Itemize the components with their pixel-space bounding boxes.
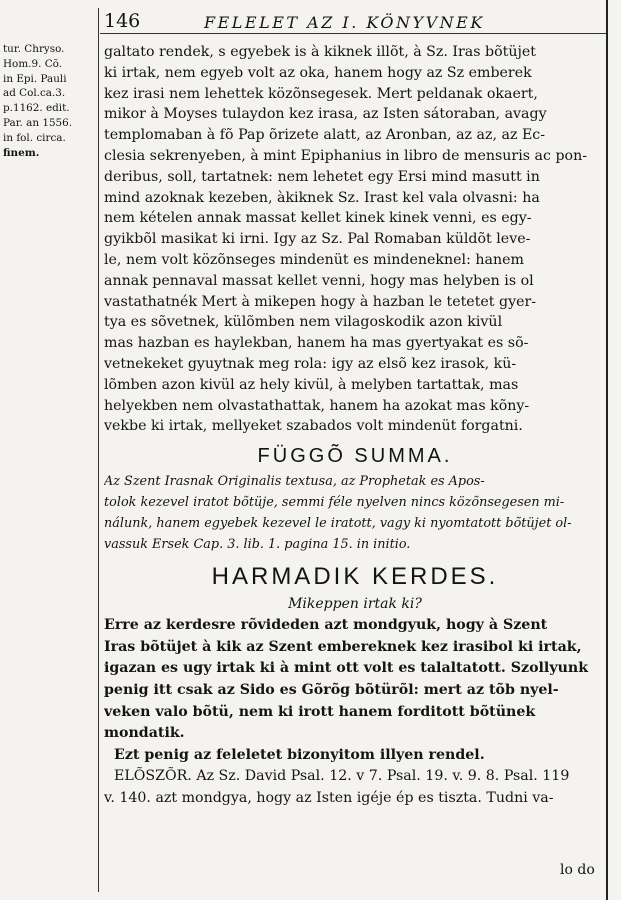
- page-header: [100, 6, 606, 34]
- margin-note-line: Hom.9. Cõ.: [3, 57, 63, 70]
- text-line: templomaban à fõ Pap õrizete alatt, az Aronban, az az, az Ec-: [104, 127, 546, 144]
- text-line: gyikbõl masikat ki irni. Igy az Sz. Pal Romaban küldõt leve-: [104, 231, 531, 248]
- body-paragraph: [104, 42, 606, 437]
- text-line: le, nem volt közõnseges mindenüt es mindeneknel: hanem: [104, 251, 524, 268]
- text-line: galtato rendek, s egyebek is à kiknek illõt, à Sz. Iras bõtüjet: [104, 44, 536, 60]
- chapter-heading: HARMADIK KERDES.: [211, 563, 499, 591]
- text-line: clesia sekrenyeben, à mint Epiphanius in libro de mensuris ac pon-: [104, 147, 588, 164]
- text-line: deribus, soll, tartatnek: nem lehetet egy Ersi mind masutt in: [104, 168, 540, 185]
- margin-rule: [98, 8, 99, 892]
- summary-line: nálunk, hanem egyebek kezevel le iratott, vagy ki nyomtatott bõtüjet ol-: [104, 516, 572, 532]
- text-line: annak pennaval massat kellet venni, hogy mas helyben is ol: [104, 272, 534, 289]
- text-line: vastathatnék Mert à mikepen hogy à hazban le tetetet gyer-: [104, 293, 537, 310]
- running-title: FELELET AZ I. KÖNYVNEK: [204, 13, 485, 32]
- text-line: vetnekeket gyuytnak meg rola: igy az elsõ kez irasok, kü-: [104, 355, 517, 372]
- text-line: tya es sõvetnek, külõmben nem vilagoskodik azon kivül: [104, 314, 503, 331]
- text-line: Iras bõtüjet à kik az Szent embereknek kez irasibol ki irtak,: [104, 638, 582, 655]
- text-line: igazan es ugy irtak ki à mint ott volt es talaltatott. Szollyunk: [104, 660, 589, 677]
- summary-paragraph: [104, 471, 606, 555]
- margin-note-line: ad Col.ca.3.: [3, 87, 66, 100]
- text-line: mikor à Moyses tulaydon kez irasa, az Isten sátoraban, avagy: [104, 106, 547, 123]
- text-line: mondatik.: [104, 725, 185, 742]
- subheading: Mikeppen irtak ki?: [288, 596, 422, 613]
- header-rule: [100, 33, 606, 34]
- text-line: lõmben azon kivül az hely kivül, à melyben tartattak, mas: [104, 376, 519, 393]
- text-line: v. 140. azt mondgya, hogy az Isten igéje ép es tiszta. Tudni va-: [104, 789, 554, 806]
- margin-note-line: tur. Chryso.: [3, 43, 65, 55]
- text-line: penig itt csak az Sido es Gõrõg bõtürõl: mert az tõb nyel-: [104, 681, 559, 698]
- main-text: [104, 42, 606, 809]
- text-line: Erre az kerdesre rõvideden azt mondgyuk, hogy à Szent: [104, 617, 548, 634]
- text-line: kez irasi nem lehettek közõnsegesek. Mert peldanak okaert,: [104, 85, 538, 102]
- text-line: ELÕSZÕR. Az Sz. David Psal. 12. v 7. Psal. 19. v. 9. 8. Psal. 119: [114, 768, 570, 785]
- gutter-rule: [606, 0, 608, 900]
- margin-note-line: in Epi. Pauli: [3, 72, 67, 85]
- margin-note-line: p.1162. edit.: [3, 102, 70, 115]
- text-line: helyekben nem olvastathattak, hanem ha azokat mas kõny-: [104, 397, 530, 414]
- catchword: lo do: [560, 862, 595, 878]
- margin-note: [3, 42, 95, 160]
- summary-line: vassuk Ersek Cap. 3. lib. 1. pagina 15. in initio.: [104, 537, 411, 553]
- margin-note-line: finem.: [3, 146, 40, 159]
- answer-paragraph: [104, 615, 606, 809]
- text-line: nem kételen annak massat kellet kinek kinek venni, es egy-: [104, 210, 532, 227]
- page-number: 146: [104, 10, 141, 32]
- margin-note-line: in fol. circa.: [3, 131, 66, 144]
- text-line: vekbe ki irtak, mellyeket szabados volt mindenüt forgatni.: [104, 418, 523, 435]
- text-line: veken valo bõtü, nem ki irott hanem forditott bõtünek: [104, 703, 536, 720]
- text-line: Ezt penig az feleletet bizonyitom illyen rendel.: [114, 746, 485, 763]
- text-line: mind azoknak kezeben, àkiknek Sz. Irast kel vala olvasni: ha: [104, 189, 540, 206]
- section-heading: FÜGGÕ SUMMA.: [257, 445, 453, 468]
- text-line: mas hazban es haylekban, hanem ha mas gyertyakat es sõ-: [104, 335, 529, 352]
- margin-note-line: Par. an 1556.: [3, 116, 73, 129]
- text-line: ki irtak, nem egyeb volt az oka, hanem hogy az Sz emberek: [104, 64, 532, 81]
- summary-line: tolok kezevel iratot bõtüje, semmi féle nyelven nincs közõnsegesen mi-: [104, 495, 565, 511]
- summary-line: Az Szent Irasnak Originalis textusa, az Prophetak es Apos-: [104, 474, 485, 490]
